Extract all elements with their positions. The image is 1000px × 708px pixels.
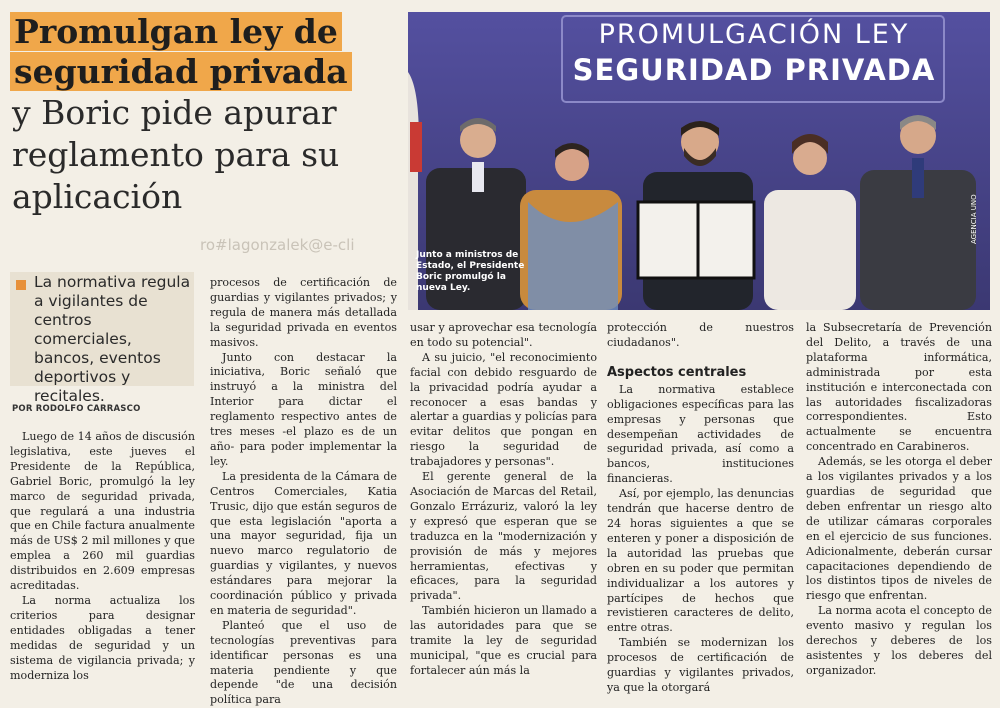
paragraph: También hicieron un llamado a las autoridades para que se tramite la ley de seguridad municipal, "que es crucial para fortalecer aún más la [410, 604, 597, 677]
paragraph: La presidenta de la Cámara de Centros Comerciales, Katia Trusic, dijo que están seguros de que esta legislación "aporta a una mayor seguridad, fija un nuevo marco regulatorio de guardias y vigilantes, y nuevos estándares para mejorar la coordinación público y privada en materia de seguridad". [210, 469, 397, 617]
banner-subtitle: SEGURIDAD PRIVADA [572, 53, 936, 87]
paragraph: La normativa establece obligaciones específicas para las empresas y personas que desempeñan actividades de seguridad privada, así como a bancos, instituciones financieras. [607, 382, 794, 486]
photo-caption: Junto a ministros de Estado, el Presidente Boric promulgó la nueva Ley. [416, 250, 525, 293]
paragraph: A su juicio, "el reconocimiento facial con debido resguardo de la privacidad podría ayudar a reconocer a esas bandas y alertar a guardias y policías para evitar delitos que pongan en riesgo la seguridad de trabajadores y personas". [410, 350, 597, 469]
article-column-2 [210, 276, 397, 708]
watermark: ro#lagonzalek@e-cli [200, 236, 355, 254]
byline: POR RODOLFO CARRASCO [12, 404, 141, 414]
paragraph: También se modernizan los procesos de certificación de guardias y vigilantes privados, ya que la otorgará [607, 636, 794, 694]
news-photo [408, 12, 990, 310]
paragraph: procesos de certificación de guardias y vigilantes privados; y regula de manera más detallada la seguridad privada en eventos masivos. [210, 276, 397, 349]
headline [10, 12, 400, 218]
article-column-5 [806, 321, 992, 679]
article-column-4 [607, 321, 794, 696]
photo-credit: AGENCIA UNO [970, 194, 978, 244]
headline-highlight-line: Promulgan ley de [10, 12, 400, 52]
paragraph: Luego de 14 años de discusión legislativa, este jueves el Presidente de la República, Gabriel Boric, promulgó la ley marco de seguridad privada, que regulará a una industria que en Chile factura anualmente más de US$ 2 mil millones y que emplea a 260 mil guardias distribuidos en 2.609 empresas acreditadas. [10, 430, 195, 593]
article-column-3 [410, 321, 597, 679]
paragraph: Junto con destacar la iniciativa, Boric señaló que instruyó a la ministra del Interior para dictar el reglamento respectivo antes de tres meses -el plazo es de un año- para poder implementar la ley. [210, 350, 397, 468]
paragraph: Planteó que el uso de tecnologías preventivas para identificar personas es una materia pendiente y que depende "de una decisión política para [210, 618, 397, 707]
article-column-1 [10, 430, 195, 683]
lead-box [10, 272, 194, 405]
paragraph: La norma actualiza los criterios para designar entidades obligadas a tener medidas de seguridad y un sistema de vigilancia privada; y moderniza los [10, 593, 195, 682]
headline-line: aplicación [12, 177, 183, 216]
event-banner [558, 14, 950, 106]
lead-bullet-marker [16, 280, 26, 290]
paragraph: El gerente general de la Asociación de Marcas del Retail, Gonzalo Errázuriz, valoró la ley y expresó que esperan que se traduzca en la "modernización y provisión de más y mejores herramientas, efectivas y eficaces, para la seguridad privada". [410, 470, 597, 603]
paragraph: la Subsecretaría de Prevención del Delito, a través de una plataforma informática, administrada por esta institución e interconectada con las autoridades fiscalizadoras correspondientes. Esto actualmente se encuentra concentrado en Carabineros. [806, 321, 992, 454]
banner-title: PROMULGACIÓN LEY [598, 19, 910, 50]
headline-line: y Boric pide apurar [12, 93, 337, 132]
paragraph: La norma acota el concepto de evento masivo y regulan los derechos y deberes de los asistentes y los deberes del organizador. [806, 604, 992, 677]
headline-highlight-line: seguridad privada [10, 52, 400, 92]
paragraph: Además, se les otorga el deber a los vigilantes privados y a los guardias de seguridad que deben enfrentar un riesgo alto de utilizar cámaras corporales en el ejercicio de sus funciones. Adicionalmente, deberán cursar capacitaciones dependiendo de los distintos tipos de niveles de riesgo que enfrentan. [806, 455, 992, 603]
lead-text: La normativa regula a vigilantes de centros comerciales, bancos, eventos deportivos y recitales. [34, 273, 191, 405]
headline-line: reglamento para su [12, 135, 340, 174]
paragraph: usar y aprovechar esa tecnología en todo su potencial". [410, 321, 597, 349]
paragraph: Así, por ejemplo, las denuncias tendrán que hacerse dentro de 24 horas siguientes a que se enteren y poner a disposición de la autoridad las pruebas que obren en su poder que permitan individualizar a los autores y partícipes de hechos que revistieren caracteres de delito, entre otras. [607, 487, 794, 635]
paragraph: protección de nuestros ciudadanos". [607, 321, 794, 349]
section-heading: Aspectos centrales [607, 364, 747, 380]
